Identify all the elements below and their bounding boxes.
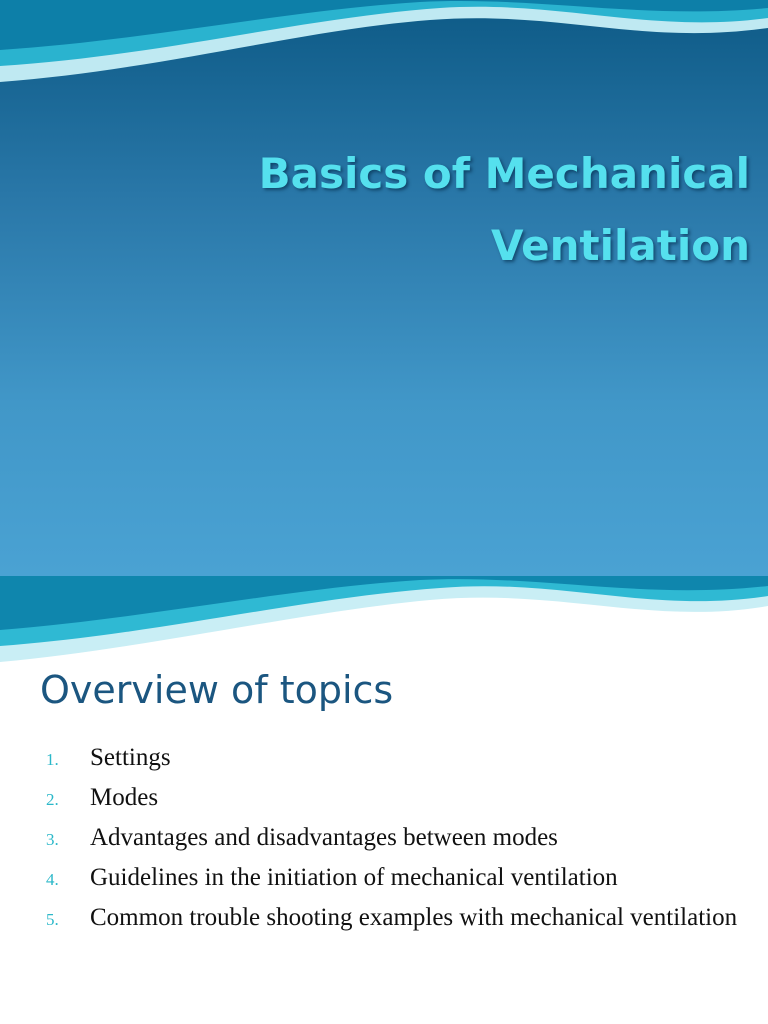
title-line-1: Basics of Mechanical [258,149,750,198]
list-number: 3. [46,830,59,849]
list-text: Advantages and disadvantages between modes [90,824,558,851]
list-number: 1. [46,750,59,769]
list-item [46,782,746,816]
list-item [46,902,746,936]
list-text: Modes [90,784,159,811]
list-number: 4. [46,870,59,889]
title-line-2: Ventilation [490,221,750,270]
list-text: Common trouble shooting examples with mechanical ventilation [90,904,738,931]
topic-list [46,742,746,942]
list-text: Settings [90,744,171,771]
list-number: 5. [46,910,59,929]
list-item [46,742,746,776]
slide-title [50,138,750,282]
list-text: Guidelines in the initiation of mechanical ventilation [90,864,618,891]
list-item [46,822,746,856]
wave-decoration-top [0,0,768,90]
overview-slide [0,576,768,1024]
list-number: 2. [46,790,59,809]
wave-decoration-bottom [0,576,768,666]
overview-heading: Overview of topics [40,668,394,712]
list-item [46,862,746,896]
